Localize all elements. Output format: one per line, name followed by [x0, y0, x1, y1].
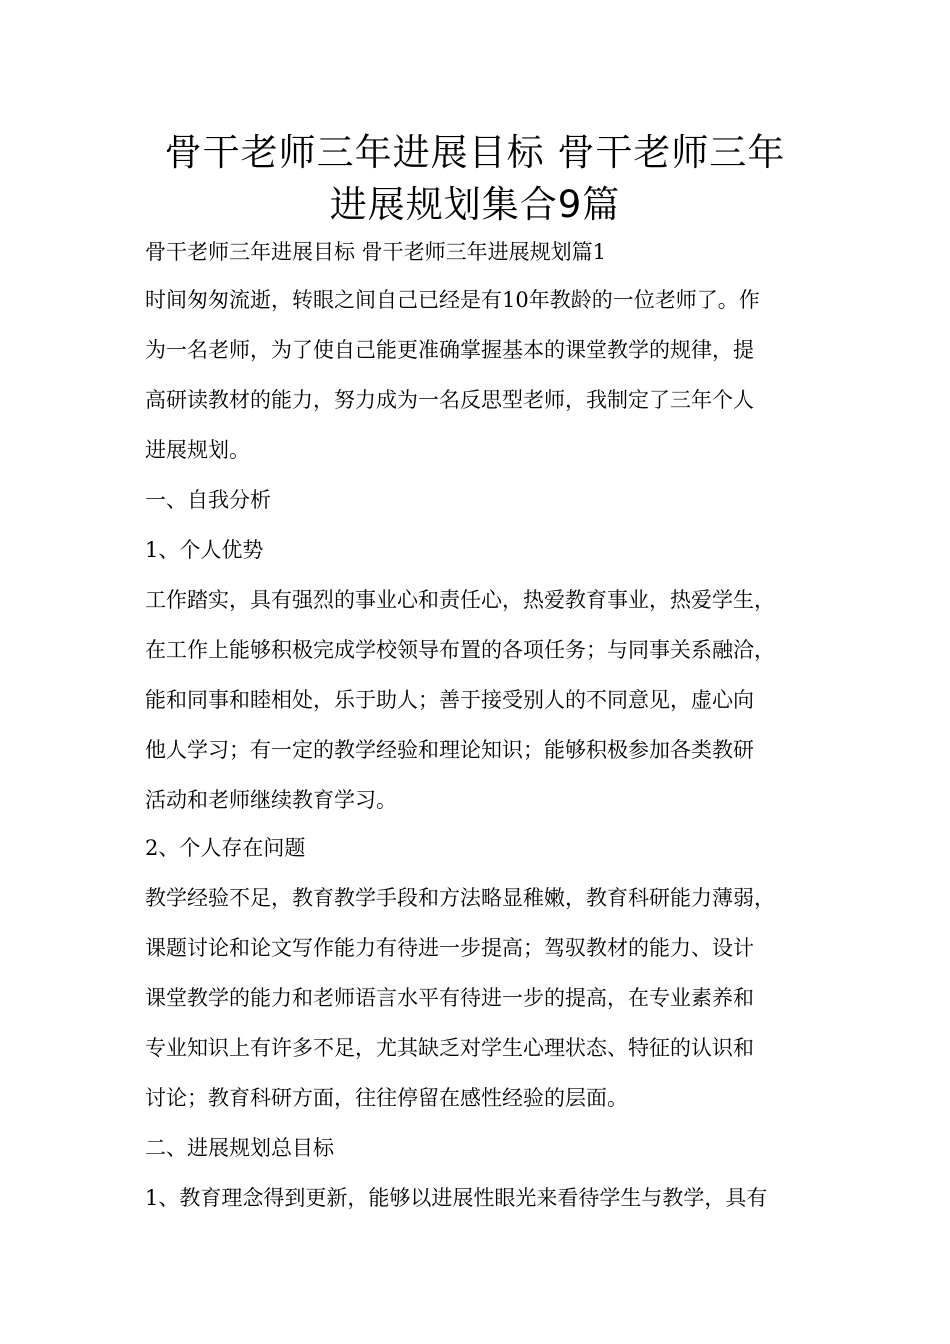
paragraph-line: 课堂教学的能力和老师语言水平有待进一步的提高，在专业素养和	[145, 986, 754, 1010]
paragraph-line: 时间匆匆流逝，转眼之间自己已经是有10年教龄的一位老师了。作	[145, 288, 760, 312]
subsection-heading: 2、个人存在问题	[145, 836, 306, 860]
paragraph-line: 讨论；教育科研方面，往往停留在感性经验的层面。	[145, 1086, 628, 1110]
paragraph-line: 进展规划。	[145, 438, 250, 462]
section-heading: 一、自我分析	[145, 488, 271, 512]
paragraph-line: 在工作上能够积极完成学校领导布置的各项任务；与同事关系融洽，	[145, 638, 775, 662]
document-title-line-1: 骨干老师三年进展目标 骨干老师三年	[164, 131, 786, 174]
paragraph-line: 1、教育理念得到更新，能够以进展性眼光来看待学生与教学，具有	[145, 1186, 768, 1210]
document-subtitle: 骨干老师三年进展目标 骨干老师三年进展规划篇1	[145, 240, 607, 264]
paragraph-line: 专业知识上有许多不足，尤其缺乏对学生心理状态、特征的认识和	[145, 1036, 754, 1060]
paragraph-line: 他人学习；有一定的教学经验和理论知识；能够积极参加各类教研	[145, 738, 754, 762]
paragraph-line: 工作踏实，具有强烈的事业心和责任心，热爱教育事业，热爱学生，	[145, 588, 775, 612]
paragraph-line: 教学经验不足，教育教学手段和方法略显稚嫩，教育科研能力薄弱，	[145, 886, 775, 910]
subsection-heading: 1、个人优势	[145, 538, 264, 562]
document-title-line-2: 进展规划集合9篇	[329, 183, 621, 226]
paragraph-line: 为一名老师，为了使自己能更准确掌握基本的课堂教学的规律，提	[145, 338, 754, 362]
section-heading: 二、进展规划总目标	[145, 1136, 334, 1160]
paragraph-line: 课题讨论和论文写作能力有待进一步提高；驾驭教材的能力、设计	[145, 936, 754, 960]
paragraph-line: 高研读教材的能力，努力成为一名反思型老师，我制定了三年个人	[145, 388, 754, 412]
paragraph-line: 能和同事和睦相处，乐于助人；善于接受别人的不同意见，虚心向	[145, 688, 754, 712]
paragraph-line: 活动和老师继续教育学习。	[145, 788, 397, 812]
